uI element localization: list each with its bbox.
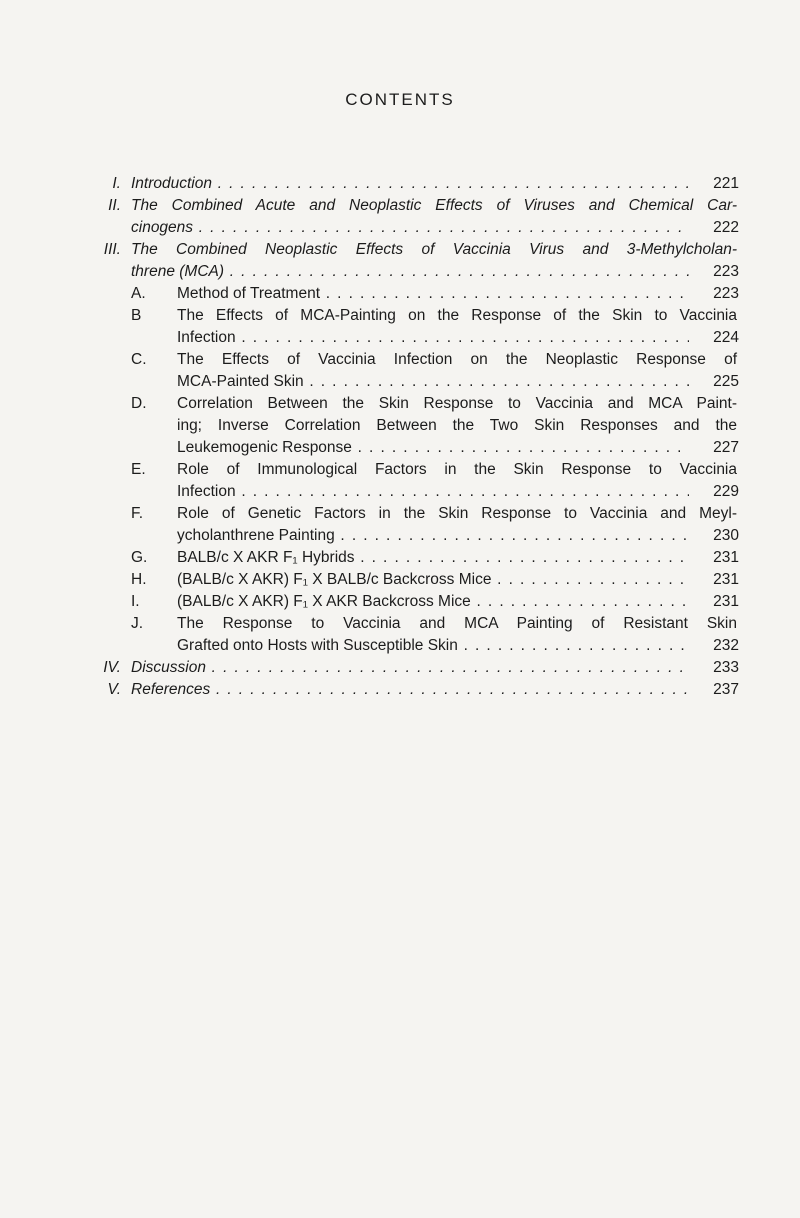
toc-entry-line (0, 371, 800, 393)
page-number: 231 (689, 591, 739, 613)
toc-entry-line (0, 261, 800, 283)
page-number: 227 (689, 437, 739, 459)
subsection-letter: F. (131, 505, 144, 522)
toc-entry-line (0, 173, 800, 195)
toc-entry-title: Method of Treatment . . . (177, 283, 737, 305)
page-title: CONTENTS (345, 90, 455, 109)
subsection-letter: D. (131, 395, 147, 412)
page-number: 224 (689, 327, 739, 349)
page-number: 223 (689, 261, 739, 283)
toc-entry-line (0, 327, 800, 349)
toc-entry-title: threne (MCA) . . . (131, 261, 737, 283)
toc-entry-line (0, 613, 800, 635)
toc-entry-line (0, 569, 800, 591)
section-number: V. (107, 681, 121, 698)
toc-entry-line (0, 591, 800, 613)
toc-entry-title: Role of Immunological Factors in the Skin Response to Vaccinia (177, 461, 737, 478)
section-number: III. (103, 241, 121, 258)
toc-entry-line (0, 635, 800, 657)
toc-entry-line (0, 195, 800, 217)
toc-entry-title: The Combined Neoplastic Effects of Vaccinia Virus and 3-Methylcholan- (131, 241, 737, 258)
toc-entry-line (0, 415, 800, 437)
toc-entry-line (0, 437, 800, 459)
toc-entry-line (0, 459, 800, 481)
page-number: 231 (689, 569, 739, 591)
toc-entry-line (0, 503, 800, 525)
toc-entry-line (0, 525, 800, 547)
section-number: IV. (103, 659, 121, 676)
page-number: 221 (689, 173, 739, 195)
toc-entry-title: The Combined Acute and Neoplastic Effects of Viruses and Chemical Car- (131, 197, 737, 214)
section-number: II. (108, 197, 121, 214)
toc-entry-title: Grafted onto Hosts with Susceptible Skin . . . (177, 635, 737, 657)
toc-entry-title: ycholanthrene Painting . . . (177, 525, 737, 547)
toc-entry-line (0, 283, 800, 305)
subsection-letter: J. (131, 615, 144, 632)
toc-entry-title: (BALB/c X AKR) F₁ X AKR Backcross Mice . . . (177, 591, 737, 613)
subsection-letter: E. (131, 461, 146, 478)
section-number: I. (112, 175, 121, 192)
subsection-letter: C. (131, 351, 147, 368)
toc-entry-title: The Response to Vaccinia and MCA Painting of Resistant Skin (177, 615, 737, 632)
page-number: 229 (689, 481, 739, 503)
subsection-letter: H. (131, 571, 147, 588)
toc-entry-line (0, 657, 800, 679)
page-number: 222 (689, 217, 739, 239)
page-number: 231 (689, 547, 739, 569)
toc-entry-title: Discussion . . . (131, 657, 737, 679)
toc-entry-title: (BALB/c X AKR) F₁ X BALB/c Backcross Mice . . . (177, 569, 737, 591)
toc-entry-title: Leukemogenic Response . . . (177, 437, 737, 459)
subsection-letter: B (131, 307, 142, 324)
page-number: 225 (689, 371, 739, 393)
page-number: 233 (689, 657, 739, 679)
toc-entry-title: Infection . . . (177, 327, 737, 349)
page-number: 230 (689, 525, 739, 547)
page-number: 223 (689, 283, 739, 305)
toc-entry-title: Introduction . . . (131, 173, 737, 195)
toc-entry-title: References . . . (131, 679, 737, 701)
toc-entry-line (0, 481, 800, 503)
toc-entry-title: BALB/c X AKR F₁ Hybrids . . . (177, 547, 737, 569)
toc-entry-title: Infection . . . (177, 481, 737, 503)
page-number: 232 (689, 635, 739, 657)
toc-entry-title: The Effects of Vaccinia Infection on the Neoplastic Response of (177, 351, 737, 368)
subsection-letter: G. (131, 549, 148, 566)
toc-entry-line (0, 349, 800, 371)
toc-entry-title: MCA-Painted Skin . . . (177, 371, 737, 393)
page-number: 237 (689, 679, 739, 701)
table-of-contents (0, 173, 800, 701)
toc-entry-title: cinogens . . . (131, 217, 737, 239)
toc-entry-title: ing; Inverse Correlation Between the Two Skin Responses and the (177, 417, 737, 434)
toc-entry-title: Correlation Between the Skin Response to Vaccinia and MCA Paint- (177, 395, 737, 412)
toc-entry-line (0, 547, 800, 569)
toc-entry-line (0, 239, 800, 261)
toc-entry-line (0, 305, 800, 327)
toc-entry-title: Role of Genetic Factors in the Skin Response to Vaccinia and Meyl- (177, 505, 737, 522)
toc-entry-line (0, 393, 800, 415)
toc-entry-title: The Effects of MCA-Painting on the Response of the Skin to Vaccinia (177, 307, 737, 324)
subsection-letter: A. (131, 285, 146, 302)
toc-entry-line (0, 217, 800, 239)
toc-entry-line (0, 679, 800, 701)
subsection-letter: I. (131, 593, 140, 610)
